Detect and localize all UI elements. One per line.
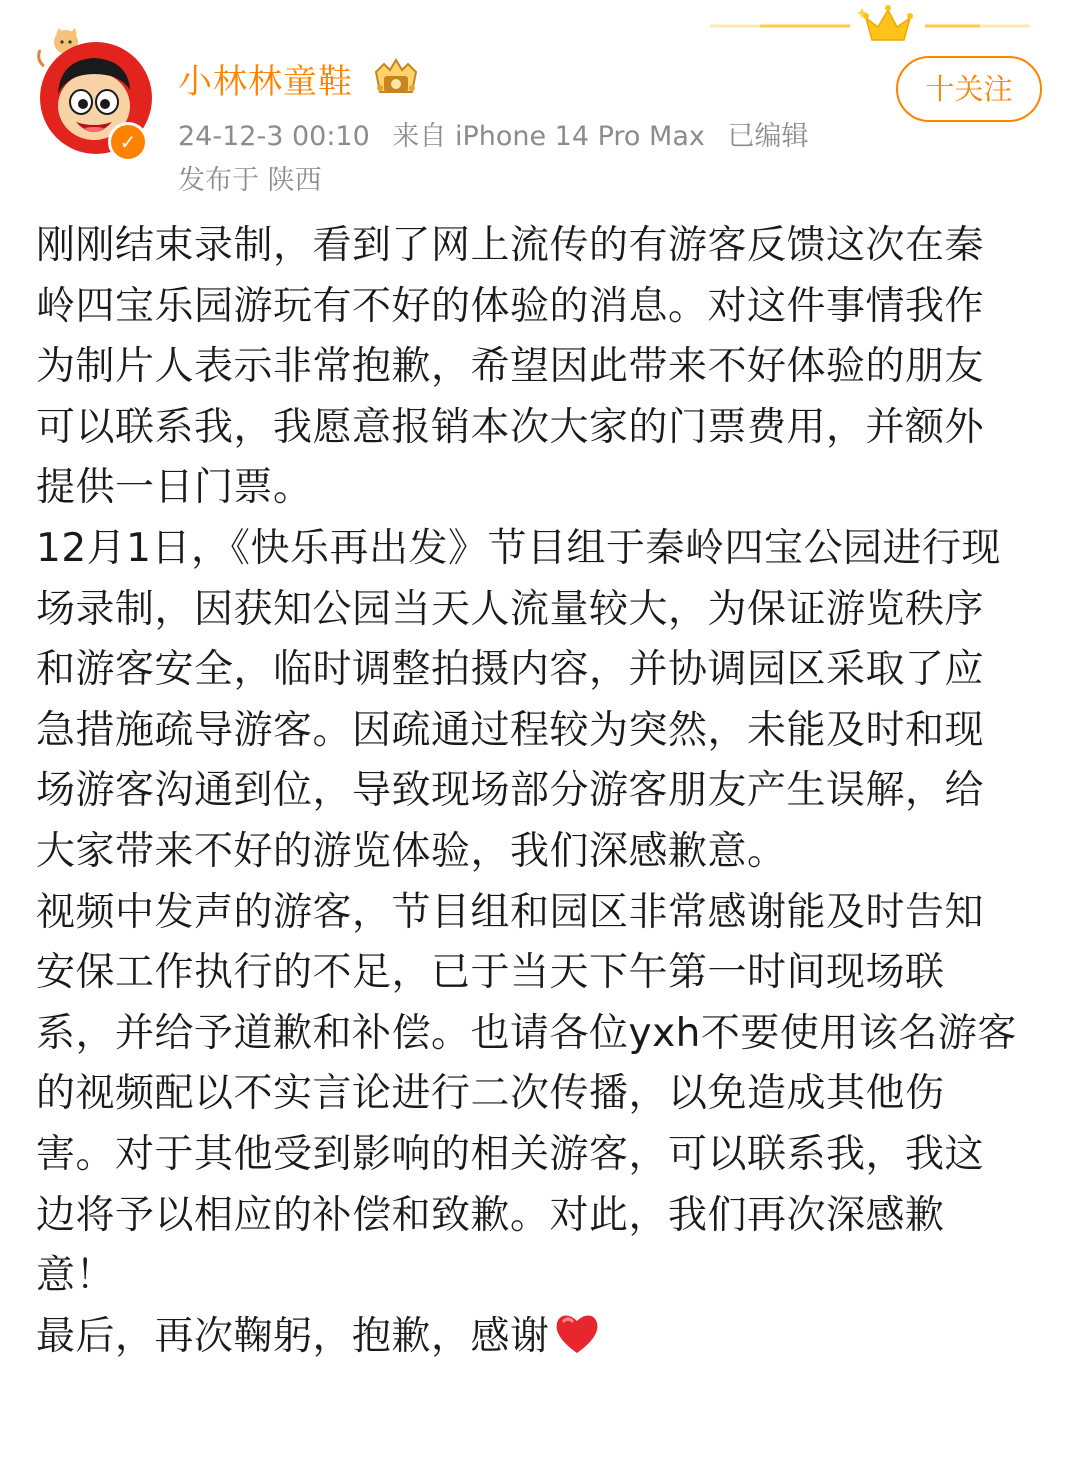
post-paragraph: 12月1日，《快乐再出发》节目组于秦岭四宝公园进行现场录制，因获知公园当天人流量较大，为保证游览秩序和游客安全，临时调整拍摄内容，并协调园区采取了应急措施疏导游客。因疏通过程较为突然，未能及时和现场游客沟通到位，导致现场部分游客朋友产生误解，给大家带来不好的游览体验，我们深感歉意。 <box>36 525 1001 874</box>
post-source: 来自 iPhone 14 Pro Max <box>392 121 705 152</box>
post-timestamp: 24-12-3 00:10 <box>178 121 370 152</box>
closing-text: 最后，再次鞠躬，抱歉，感谢 <box>36 1313 550 1359</box>
post-paragraph: 视频中发声的游客，节目组和园区非常感谢能及时告知安保工作执行的不足，已于当天下午第一时间现场联系，并给予道歉和补偿。也请各位yxh不要使用该名游客的视频配以不实言论进行二次传播，以免造成其他伤害。对于其他受到影响的相关游客，可以联系我，我这边将予以相应的补偿和致歉。对此，我们再次深感歉意！ <box>36 889 1017 1299</box>
post-paragraph-last <box>36 1307 1022 1368</box>
red-heart-emoji-icon <box>554 1311 600 1355</box>
post-header <box>34 28 1054 198</box>
edited-label[interactable]: 已编辑 <box>727 121 809 152</box>
follow-button[interactable]: 十关注 <box>896 56 1042 122</box>
post-body <box>36 216 1022 1367</box>
username[interactable]: 小林林童鞋 <box>178 62 353 102</box>
post-meta <box>178 114 822 153</box>
post-paragraph: 刚刚结束录制，看到了网上流传的有游客反馈这次在秦岭四宝乐园游玩有不好的体验的消息。对这件事情我作为制片人表示非常抱歉，希望因此带来不好体验的朋友可以联系我，我愿意报销本次大家的门票费用，并额外提供一日门票。 <box>36 223 985 511</box>
post-location: 发布于 陕西 <box>178 165 322 196</box>
vip-crown-badge-icon[interactable] <box>372 58 420 98</box>
verified-badge-icon: ✓ <box>108 122 148 162</box>
